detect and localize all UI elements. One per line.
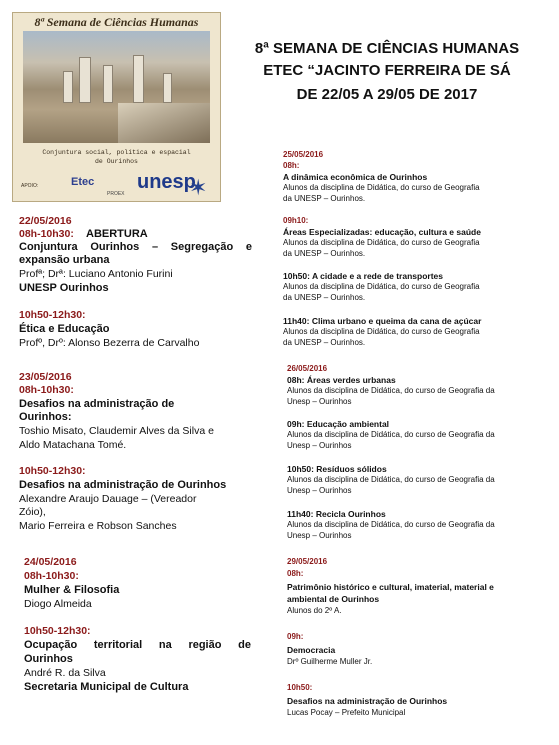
speaker: Alunos da disciplina de Didática, do curso de Geografia da <box>287 520 495 529</box>
header-line-3: DE 22/05 A 29/05 DE 2017 <box>296 86 478 103</box>
date-23-05: 23/05/2016 <box>19 371 72 383</box>
speaker: Unesp – Ourinhos <box>287 441 352 450</box>
time: 08h-10h30: <box>24 570 79 582</box>
time: 10h50-12h30: <box>19 309 86 321</box>
proex-logo: PROEX <box>107 191 125 197</box>
speaker: Profº, Drº: Alonso Bezerra de Carvalho <box>19 337 200 349</box>
session-title: Conjuntura Ourinhos – Segregação e <box>19 241 252 253</box>
session-title: 09h: Educação ambiental <box>287 419 390 429</box>
speaker: André R. da Silva <box>24 667 106 679</box>
date-22-05: 22/05/2016 <box>19 215 72 227</box>
unesp-logo: unesp <box>137 171 196 193</box>
building <box>79 57 91 103</box>
ruins-photo <box>118 103 210 143</box>
session-title: Ética e Educação <box>19 323 110 335</box>
date-29-05: 29/05/2016 <box>287 557 328 566</box>
poster-subtitle: Conjuntura social, política e espacial <box>42 149 191 156</box>
time: 08h: <box>287 569 304 578</box>
speaker: da UNESP – Ourinhos. <box>283 249 366 258</box>
session-title: Ocupação territorial na região de <box>24 639 251 651</box>
speaker: Lucas Pocay – Prefeito Municipal <box>287 708 406 717</box>
apoio-label: APOIO: <box>21 183 39 189</box>
session-title: Áreas Especializadas: educação, cultura e saúde <box>283 227 481 237</box>
header-line-2: ETEC “JACINTO FERREIRA DE SÁ <box>263 62 511 79</box>
speaker: Alunos da disciplina de Didática, do curso de Geografia da <box>287 475 495 484</box>
session-title: Desafios na administração de Ourinhos <box>287 696 448 706</box>
building <box>103 65 113 103</box>
session-title: ambiental de Ourinhos <box>287 594 380 604</box>
date-25-05: 25/05/2016 <box>283 150 324 159</box>
speaker: Toshio Misato, Claudemir Alves da Silva e <box>19 425 214 437</box>
session-title: Ourinhos <box>24 653 73 665</box>
speaker: Profª; Drª: Luciano Antonio Furini <box>19 268 173 280</box>
speaker: Alunos da disciplina de Didática, do curso de Geografia da <box>287 386 495 395</box>
speaker: da UNESP – Ourinhos. <box>283 338 366 347</box>
speaker: Mario Ferreira e Robson Sanches <box>19 520 177 532</box>
institution: UNESP Ourinhos <box>19 282 109 294</box>
speaker: Alunos da disciplina de Didática, do curso de Geografia <box>283 327 480 336</box>
session-title: 11h40: Recicla Ourinhos <box>287 509 386 519</box>
speaker: Zóio), <box>19 506 46 518</box>
building <box>133 55 144 103</box>
speaker: Unesp – Ourinhos <box>287 397 352 406</box>
speaker: Diogo Almeida <box>24 598 92 610</box>
city-photo <box>23 31 210 143</box>
time: 08h: <box>283 161 300 170</box>
poster-title: 8ª Semana de Ciências Humanas <box>34 15 199 29</box>
session-title: Democracia <box>287 645 336 655</box>
time: 08h-10h30: <box>19 384 74 396</box>
speaker: Alunos da disciplina de Didática, do curso de Geografia <box>283 238 480 247</box>
session-title: Mulher & Filosofia <box>24 584 120 596</box>
time: 08h-10h30: <box>19 228 74 240</box>
seal-icon: ✶ <box>189 175 208 200</box>
speaker: Unesp – Ourinhos <box>287 531 352 540</box>
session-title: 10h50: A cidade e a rede de transportes <box>283 271 443 281</box>
session-title: 11h40: Clima urbano e queima da cana de açúcar <box>283 316 482 326</box>
speaker: Aldo Matachana Tomé. <box>19 439 127 451</box>
session-title: ABERTURA <box>86 228 148 240</box>
session-title: Ourinhos: <box>19 411 72 423</box>
speaker: Alunos da disciplina de Didática, do curso de Geografia da <box>287 430 495 439</box>
speaker: Alunos do 2º A. <box>287 606 342 615</box>
speaker: Alunos da disciplina de Didática, do curso de Geografia <box>283 282 480 291</box>
speaker: da UNESP – Ourinhos. <box>283 293 366 302</box>
poster-subtitle: de Ourinhos <box>95 158 138 165</box>
time: 10h50: <box>287 683 313 692</box>
institution: Secretaria Municipal de Cultura <box>24 681 189 693</box>
session-title: Desafios na administração de Ourinhos <box>19 479 227 491</box>
session-title: 10h50: Resíduos sólidos <box>287 464 387 474</box>
speaker: da UNESP – Ourinhos. <box>283 194 366 203</box>
session-title: A dinâmica econômica de Ourinhos <box>283 172 428 182</box>
session-title: expansão urbana <box>19 254 110 266</box>
time: 09h: <box>287 632 304 641</box>
building <box>163 73 172 103</box>
etec-logo: Etec <box>71 176 95 188</box>
date-24-05: 24/05/2016 <box>24 556 77 568</box>
speaker: Unesp – Ourinhos <box>287 486 352 495</box>
event-poster <box>12 12 221 202</box>
time: 09h10: <box>283 216 309 225</box>
building <box>63 71 73 103</box>
speaker: Alexandre Araujo Dauage – (Vereador <box>19 493 197 505</box>
session-title: 08h: Áreas verdes urbanas <box>287 375 396 385</box>
speaker: Drº Guilherme Muller Jr. <box>287 657 373 666</box>
session-title: Desafios na administração de <box>19 398 175 410</box>
speaker: Alunos da disciplina de Didática, do curso de Geografia <box>283 183 480 192</box>
session-title: Patrimônio histórico e cultural, imaterial, material e <box>287 582 494 592</box>
time: 10h50-12h30: <box>19 465 86 477</box>
date-26-05: 26/05/2016 <box>287 364 328 373</box>
header-line-1: 8ª SEMANA DE CIÊNCIAS HUMANAS <box>254 40 520 57</box>
time: 10h50-12h30: <box>24 625 91 637</box>
